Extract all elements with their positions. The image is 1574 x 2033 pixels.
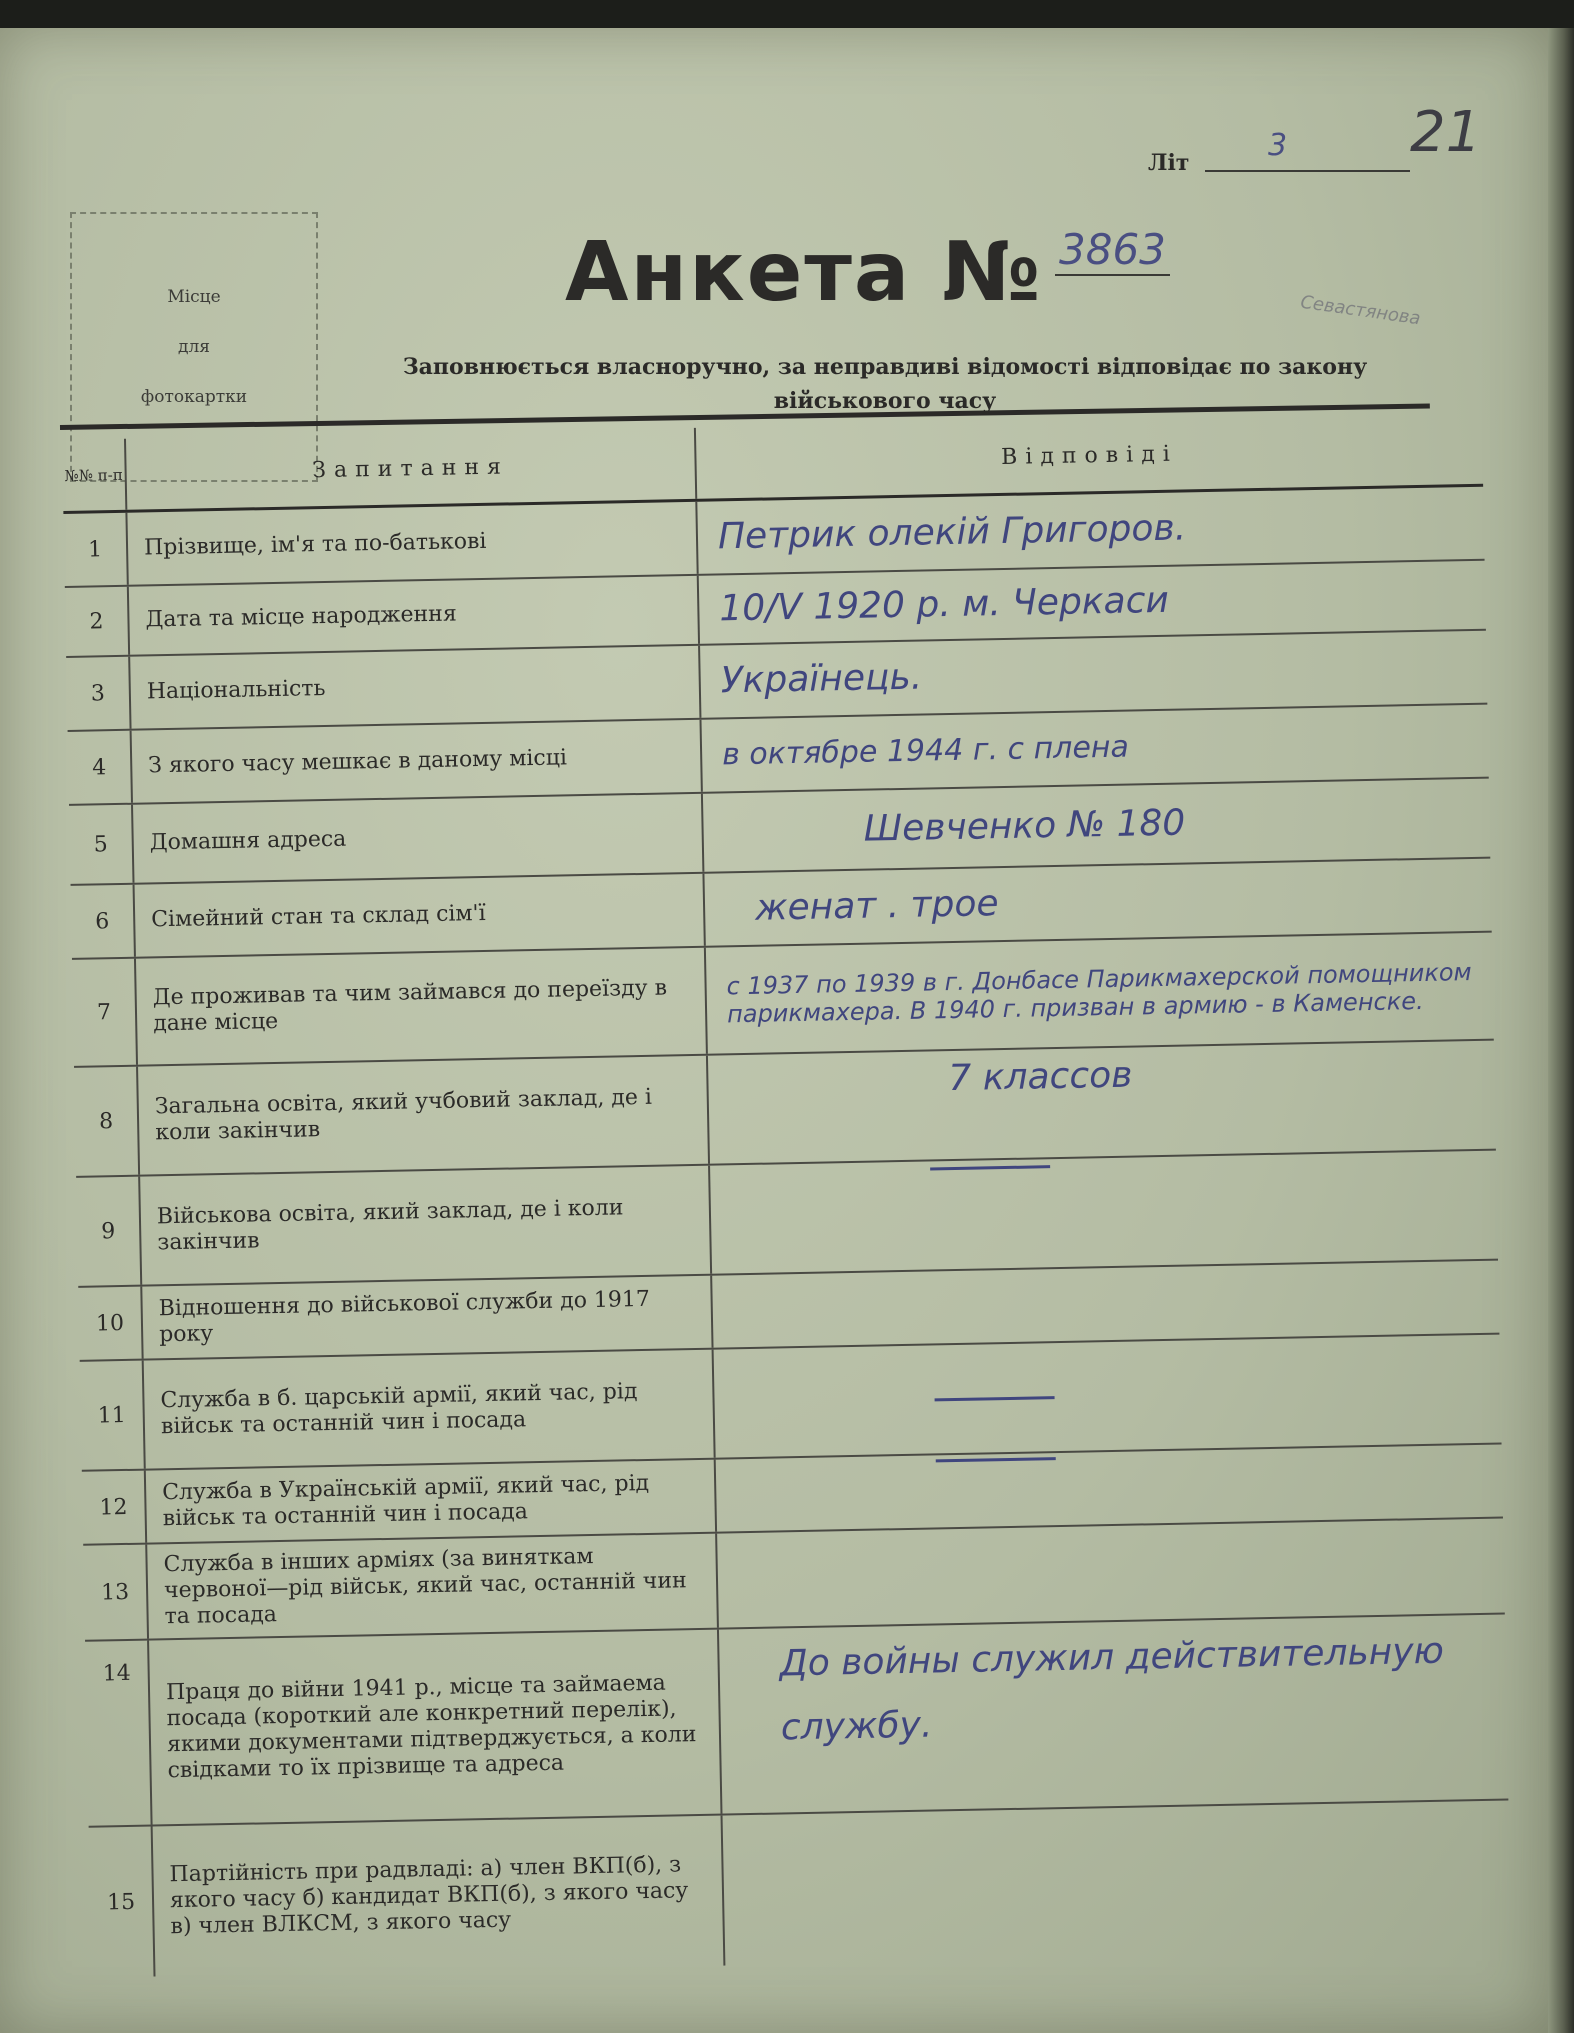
row-question: Дата та місце народження [129,576,700,655]
row-answer[interactable]: 7 классов [948,1054,1133,1100]
row-answer[interactable] [716,1445,1503,1532]
header-question: Запитання [126,428,697,510]
row-question: Служба в Українській армії, який час, рід військ та останній чин і посада [146,1460,717,1543]
row-number: 14 [85,1641,153,1826]
row-number: 12 [82,1471,147,1544]
row-number: 11 [80,1361,146,1470]
row-number: 3 [66,657,131,730]
row-answer[interactable]: женат . трое [754,883,999,929]
photo-line-3: фотокартки [140,387,248,407]
row-answer[interactable]: Українець. [720,656,923,702]
questionnaire-table [62,413,1511,1978]
row-number: 10 [78,1287,143,1360]
table-row [85,1615,1508,1828]
header-answer: Відповіді [1000,441,1179,470]
row-number: 4 [68,731,133,804]
row-answer[interactable] [723,1800,1512,1965]
row-number: 5 [69,805,134,884]
row-question: Військова освіта, який заклад, де і коли закінчив [140,1166,712,1285]
row-number: 1 [63,513,128,586]
row-question: Де проживав та чим займався до переїзду в дане місце [136,948,708,1065]
row-answer[interactable] [714,1335,1502,1458]
row-question: З якого часу мешкає в даному місці [132,720,703,803]
empty-answer-dash [936,1457,1056,1462]
table-row [89,1800,1512,1977]
header-num: №№ п-п [62,439,127,511]
page-edge [1548,28,1574,2033]
photo-line-2: для [178,337,210,357]
row-answer[interactable] [717,1519,1505,1628]
row-question: Праця до війни 1941 р., місце та займаема посада (короткий але конкретний перелік), якими документами підтверджується, а коли свідками то їх прізвище та адреса [149,1630,722,1825]
row-question: Служба в б. царській армії, який час, рід військ та останній чин і посада [144,1350,716,1469]
row-question: Партійність при радвладі: а) член ВКП(б), з якого часу б) кандидат ВКП(б), з якого часу в) член ВЛКСМ, з якого часу [153,1816,726,1977]
row-answer[interactable] [712,1261,1499,1348]
row-number: 13 [83,1545,149,1640]
row-answer[interactable] [710,1151,1498,1274]
page-number: 21 [1410,100,1482,165]
lit-line [1205,170,1410,172]
row-answer[interactable]: Шевченко № 180 [863,802,1186,850]
row-question: Домашня адреса [133,794,704,883]
row-number: 8 [74,1067,140,1176]
row-answer[interactable]: До войны служил действительную службу. [779,1630,1445,1749]
empty-answer-dash [930,1165,1050,1170]
form-number: 3863 [1055,225,1170,276]
stamp-text: Севастянова [1299,291,1422,330]
photo-line-1: Місце [167,287,221,307]
row-question: Прізвище, ім'я та по-батькові [127,502,698,585]
row-number: 15 [89,1827,156,1978]
row-answer[interactable]: с 1937 по 1939 в г. Донбасе Парикмахерской помощником парикмахера. В 1940 г. призван в армию - в Каменске. [726,958,1472,1029]
row-question: Національність [130,646,701,729]
row-question: Загальна освіта, який учбовий заклад, де і коли закінчив [138,1056,710,1175]
row-number: 9 [76,1177,142,1286]
instruction-text: Заповнюється власноручно, за неправдиві відомості відповідає по закону військового часу [402,354,1368,414]
row-answer[interactable]: в октябре 1944 г. с плена [721,729,1130,773]
row-answer[interactable]: 10/V 1920 р. м. Черкаси [718,579,1170,630]
row-question: Служба в інших арміях (за виняткам червоної—рід військ, який час, останній чин та посада [147,1534,719,1639]
row-question: Відношення до військової служби до 1917 року [142,1276,713,1359]
form-title: Анкета № [565,225,1043,320]
lit-label: Літ [1148,150,1190,176]
row-question: Сімейний стан та склад сім'ї [135,874,706,957]
row-answer[interactable]: Петрик олекій Григоров. [717,507,1187,558]
empty-answer-dash [935,1396,1055,1401]
row-number: 6 [71,885,136,958]
row-number: 7 [72,959,138,1066]
row-number: 2 [65,587,130,656]
lit-value: 3 [1268,128,1288,163]
